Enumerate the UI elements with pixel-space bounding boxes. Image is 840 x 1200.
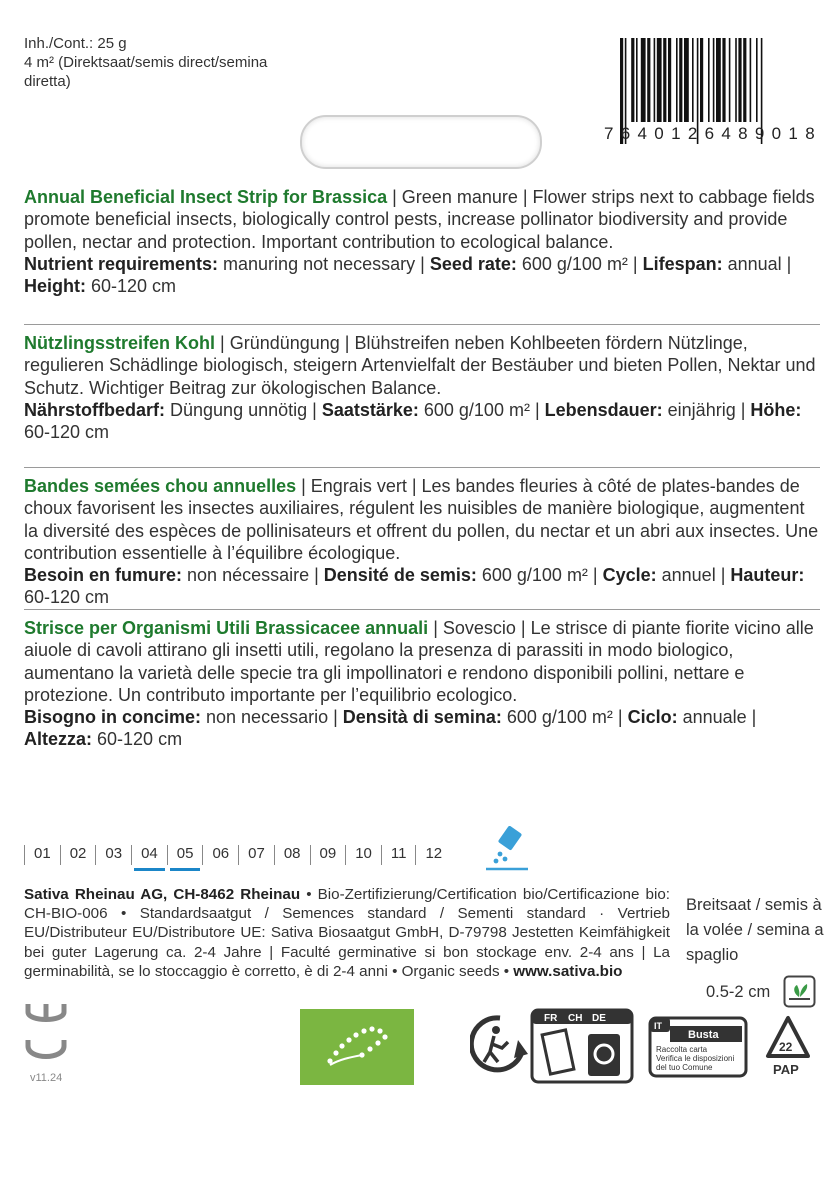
barcode-digit: 2: [687, 124, 701, 143]
barcode-digit: 0: [654, 124, 667, 143]
label-lifespan: Lifespan:: [642, 253, 723, 274]
contents-info: [24, 34, 284, 91]
busta-title: Busta: [688, 1029, 719, 1041]
divider: [24, 467, 820, 468]
barcode-digit: 7: [604, 124, 617, 143]
barcode-digit: 1: [671, 124, 684, 143]
barcode-digit: 1: [788, 124, 802, 143]
section-en: Annual Beneficial Insect Strip for Brassica | Green manure | Flower strips next to cabbage fields promote beneficial insects, biologically control pests, increase pollinator biodiversity and provide pollen, nectar and protection. Important contribution to ecological balance. Nutrient requirements: manuring not necessary | Seed rate: 600 g/100 m² | Lifespan: annual | Height: 60-120 cm: [24, 187, 815, 297]
month-item-selected: 04: [131, 845, 167, 865]
month-item: 06: [202, 845, 238, 865]
sowing-calendar: [24, 845, 451, 865]
month-item: 10: [345, 845, 381, 865]
barcode-digit: 9: [754, 124, 768, 143]
section-title: Bandes semées chou annuelles: [24, 476, 297, 496]
section-intro: | Gründüngung | Blühstreifen neben Kohlbeeten fördern Nützlinge, regulieren Schädlinge biologisch, steigern Artenvielfalt der Bestäuber und bieten Pollen, Nektar und Schutz. Wichtiger Beitrag zur ökologischen Balance.: [24, 333, 816, 398]
barcode-digit: 6: [620, 124, 634, 143]
section-de: Nützlingsstreifen Kohl | Gründüngung | Blühstreifen neben Kohlbeeten fördern Nützlinge, regulieren Schädlinge biologisch, steigern Artenvielfalt der Bestäuber und bieten Pollen, Nektar und Schutz. Wichtiger Beitrag zur ökologischen Balance. Nährstoffbedarf: Düngung unnötig | Saatstärke: 600 g/100 m² | Lebensdauer: einjährig | Höhe: 60-120 cm: [24, 333, 816, 443]
area-line-2: diretta): [24, 73, 71, 90]
month-item: 08: [274, 845, 310, 865]
it-badge: IT: [654, 1021, 662, 1031]
month-item: 01: [24, 845, 60, 865]
label-nutrient: Nutrient requirements:: [24, 253, 219, 274]
company-name: Sativa Rheinau AG, CH-8462 Rheinau: [24, 886, 301, 903]
triman-icon: [471, 1018, 528, 1070]
contents-label: Inh./Cont.:: [24, 35, 94, 52]
month-item: 07: [238, 845, 274, 865]
sowing-seed-bag-icon: [480, 826, 530, 872]
busta-line-2: Verifica le disposizioni: [656, 1054, 735, 1063]
section-intro: | Engrais vert | Les bandes fleuries à côté de plates-bandes de choux favorisent les insectes auxiliaires, régulent les nuisibles de manière biologique, augmentent la diversité des espèces de pollinisateurs et offrent du pollen, du nectar et un abri aux insectes. Une contribution essentielle à l’équilibre écologique.: [24, 476, 819, 563]
barcode-digit: 8: [805, 124, 818, 143]
barcode-digit: 6: [704, 124, 718, 143]
pap-recycling-icon: [768, 1018, 808, 1077]
month-item: 12: [415, 845, 451, 865]
month-item: 09: [310, 845, 346, 865]
section-title: Annual Beneficial Insect Strip for Brassica: [24, 187, 388, 207]
website-link[interactable]: www.sativa.bio: [513, 962, 623, 980]
country-de: DE: [592, 1013, 606, 1024]
hang-hole: [300, 115, 542, 169]
barcode-digit: 4: [637, 124, 651, 143]
section-title: Nützlingsstreifen Kohl: [24, 333, 216, 353]
version-label: v11.24: [30, 1072, 63, 1084]
month-item-selected: 05: [167, 845, 203, 865]
recycling-info: [470, 1008, 820, 1090]
company-footer: [24, 885, 670, 981]
sowing-depth: 0.5-2 cm: [706, 983, 771, 1001]
sorting-info-box: [532, 1010, 632, 1082]
contents-value: 25 g: [97, 35, 127, 52]
sowing-method: Breitsaat / semis à la volée / semina a spaglio: [686, 896, 824, 964]
month-item: 03: [95, 845, 131, 865]
country-ch: CH: [568, 1013, 583, 1024]
section-intro: | Sovescio | Le strisce di piante fiorite vicino alle aiuole di cavoli attirano gli insetti utili, regolano la presenza di parassiti in modo biologico, aumentano la varietà delle specie tra gli impollinatori e rendono disponibili pollini, nettare e protezione. Un contributo importante per l’equilibrio ecologico.: [24, 618, 814, 705]
barcode-digit: 8: [738, 124, 751, 143]
section-intro: | Green manure | Flower strips next to cabbage fields promote beneficial insects, biologically control pests, increase pollinator biodiversity and provide pollen, nectar and protection. Important contribution to ecological balance.: [24, 187, 815, 252]
month-item: 11: [381, 845, 416, 865]
footer-body: • Bio-Zertifizierung/Certification bio/Certificazione bio: CH-BIO-006 • Standardsaatgut / Semences standard / Sementi standard · Vertrieb EU/Distributeur EU/Distributore UE: Sativa Biosaatgut GmbH, D-79798 Jestetten Keimfähigkeit bei guter Lagerung ca. 2-4 Jahre | Faculté germinative si bon stockage env. 2-4 ans | La germinabilità, se lo stoccaggio è corretto, è di 2-4 anni • Organic seeds •: [24, 886, 671, 980]
estimated-sign-icon: [24, 1000, 68, 1070]
label-height: Height:: [24, 276, 86, 297]
section-fr: Bandes semées chou annuelles | Engrais vert | Les bandes fleuries à côté de plates-bandes de choux favorisent les insectes auxiliaires, régulent les nuisibles de manière biologique, augmentent la diversité des espèces de pollinisateurs et offrent du pollen, du nectar et un abri aux insectes. Une contribution essentielle à l’équilibre écologique. Besoin en fumure: non nécessaire | Densité de semis: 600 g/100 m² | Cycle: annuel | Hauteur: 60-120 cm: [24, 476, 819, 608]
label-seed-rate: Seed rate:: [429, 253, 517, 274]
divider: [24, 609, 820, 610]
busta-line-3: del tuo Comune: [656, 1063, 713, 1072]
barcode-number: [604, 124, 818, 144]
barcode-digit: 4: [721, 124, 735, 143]
eu-organic-logo: [300, 1009, 414, 1085]
pap-number: 22: [779, 1040, 793, 1054]
busta-line-1: Raccolta carta: [656, 1045, 708, 1054]
italian-disposal-box: [650, 1018, 746, 1076]
area-line-1: 4 m² (Direktsaat/semis direct/semina: [24, 54, 268, 71]
section-title: Strisce per Organismi Utili Brassicacee annuali: [24, 618, 429, 638]
barcode-digit: 0: [771, 124, 785, 143]
month-item: 02: [60, 845, 96, 865]
sowing-depth-icon: [783, 975, 816, 1008]
country-fr: FR: [544, 1013, 558, 1024]
section-it: Strisce per Organismi Utili Brassicacee annuali | Sovescio | Le strisce di piante fiorite vicino alle aiuole di cavoli attirano gli insetti utili, regolano la presenza di parassiti in modo biologico, aumentano la varietà delle specie tra gli impollinatori e rendono disponibili pollini, nettare e protezione. Un contributo importante per l’equilibrio ecologico. Bisogno in concime: non necessario | Densità di semina: 600 g/100 m² | Ciclo: annuale | Altezza: 60-120 cm: [24, 618, 814, 750]
pap-label: PAP: [773, 1062, 799, 1077]
divider: [24, 324, 820, 325]
